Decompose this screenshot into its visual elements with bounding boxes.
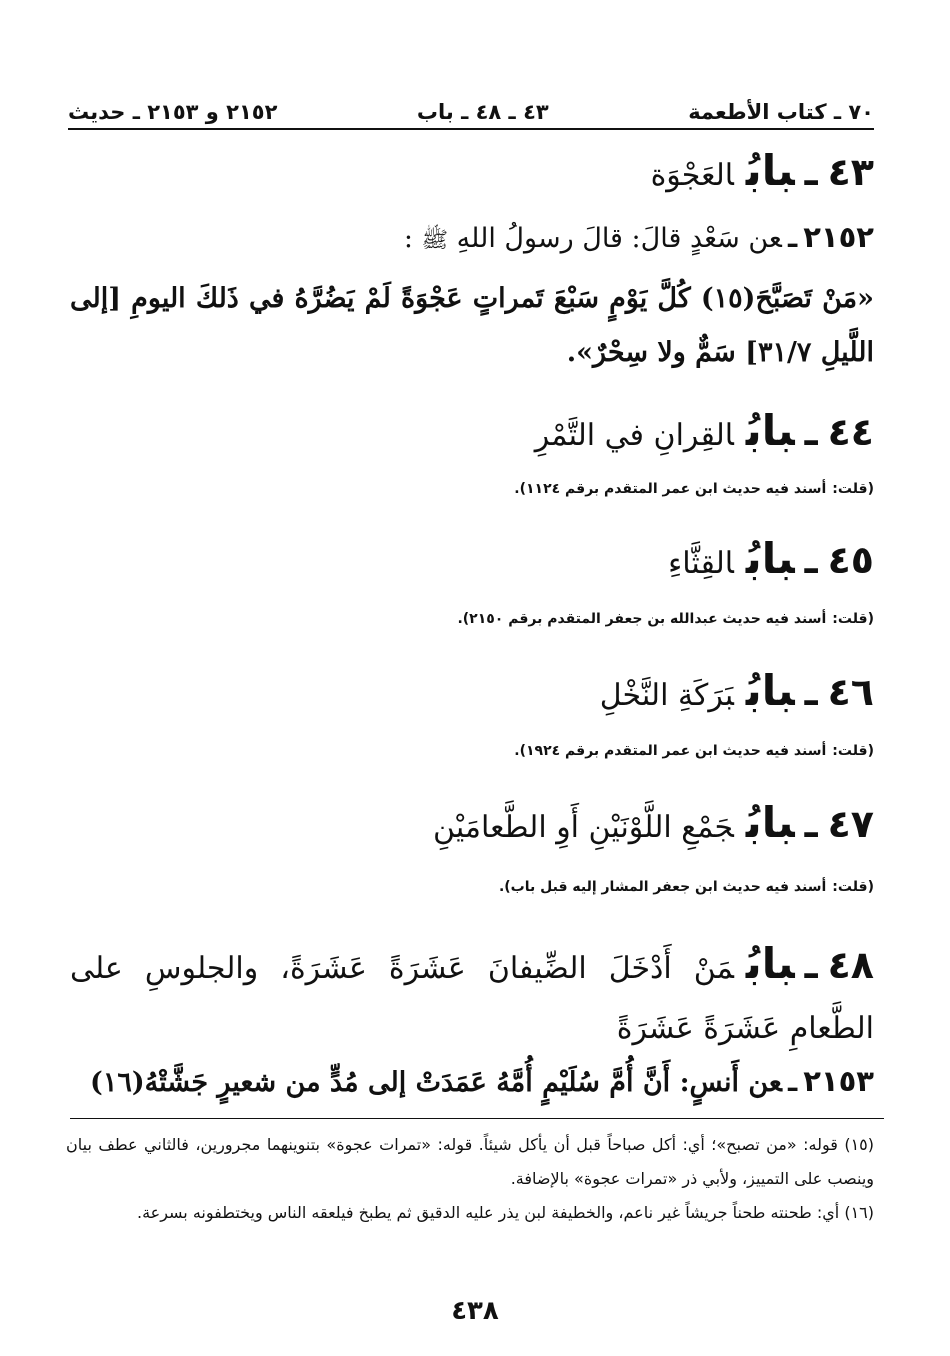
chapter-word: بابُ [745,798,795,847]
note-text: أسند فيه حديث ابن جعفر المشار إليه قبل باب). [498,879,827,895]
chapter-heading-45: ٤٥ـبابُالقِثَّاءِ [668,534,874,583]
chapter-number: ٤٨ [827,943,874,987]
chapter-number: ٤٥ [827,538,874,582]
chapter-title: مَنْ أَدْخَلَ الضِّيفانَ عَشَرَةً عَشَرَةً، والجلوسِ على الطَّعامِ عَشَرَةً عَشَرَةً [70,951,874,1046]
hadith-intro: عن سَعْدٍ قالَ: قالَ رسولُ اللهِ [456,223,782,254]
chapter-note-47 [70,876,874,898]
chapter-heading-47: ٤٧ـبابُجَمْعِ اللَّوْنَيْنِ أَوِ الطَّعامَيْنِ [433,798,874,847]
page-number: ٤٣٨ [451,1296,499,1326]
hadith-2153: ٢١٥٣ـعن أَنسٍ: أَنَّ أُمَّ سُلَيْمٍ أُمَّهُ عَمَدَتْ إلى مُدٍّ من شعيرٍ جَشَّتْهُ(١٦) [90,1064,874,1098]
footnote-15: (١٥) قوله: «من تصبح»؛ أي: أكل صباحاً قبل أن يأكل شيئاً. قوله: «تمرات عجوة» بتنوينهما مجرورين، فالثاني عطف بيان وينصب على التمييز، ولأبي ذر «تمرات عجوة» بالإضافة. [66,1135,874,1188]
chapter-title: القِثَّاءِ [668,546,734,581]
running-header [68,88,874,124]
chapter-word: بابُ [745,939,795,988]
chapter-note-45 [70,608,874,630]
hadith-2152-text [70,272,874,380]
note-lead: (قلت: [832,743,874,759]
hadith-number: ٢١٥٣ [803,1064,874,1098]
chapter-number: ٤٣ [827,150,874,194]
chapter-number: ٤٧ [827,802,874,846]
chapter-note-46 [70,740,874,762]
chapter-word: بابُ [745,666,795,715]
chapter-word: بابُ [745,406,795,455]
chapter-heading-46: ٤٦ـبابُبَرَكَةِ النَّخْلِ [599,666,874,715]
chapter-title: القِرانِ في التَّمْرِ [534,418,734,453]
footnote-rule [70,1118,884,1119]
chapter-word: بابُ [745,146,795,195]
note-lead: (قلت: [832,879,874,895]
note-lead: (قلت: [832,611,874,627]
note-text: أسند فيه حديث ابن عمر المتقدم برقم ١١٢٤). [514,481,827,497]
header-chapter-range: ٤٣ ـ ٤٨ ـ باب [416,100,549,124]
footnote-16: (١٦) أي: طحنته طحناً جريشاً غير ناعم، والخطيفة لبن يذر عليه الدقيق ثم يطبخ فيلعقه الناس ويختطفونه بسرعة. [136,1203,874,1222]
chapter-heading-44: ٤٤ـبابُالقِرانِ في التَّمْرِ [534,406,874,455]
chapter-title: بَرَكَةِ النَّخْلِ [599,678,734,713]
chapter-heading-43: ٤٣ـبابُالعَجْوَة [650,146,874,195]
chapter-title: العَجْوَة [650,158,734,193]
header-book-title: ٧٠ ـ كتاب الأطعمة [688,100,874,124]
note-lead: (قلت: [832,481,874,497]
chapter-word: بابُ [745,534,795,583]
hadith-number: ٢١٥٢ [803,220,874,254]
salla-symbol: ﷺ [421,228,449,253]
chapter-number: ٤٤ [827,410,874,454]
header-rule [68,128,874,130]
hadith-2152-intro: ٢١٥٢ـعن سَعْدٍ قالَ: قالَ رسولُ اللهِ ﷺ : [403,220,874,254]
note-text: أسند فيه حديث ابن عمر المتقدم برقم ١٩٢٤). [514,743,827,759]
footnotes [66,1128,874,1230]
hadith-text: «مَنْ تَصَبَّحَ(١٥) كُلَّ يَوْمٍ سَبْعَ تَمراتٍ عَجْوَةً لَمْ يَضُرَّهُ في ذَلكَ اليومِ [إلى اللَّيلِ ٣١/٧] سَمٌّ ولا سِحْرٌ». [70,283,874,368]
chapter-heading-48: ٤٨ـبابُمَنْ أَدْخَلَ الضِّيفانَ عَشَرَةً عَشَرَةً، والجلوسِ على الطَّعامِ عَشَرَةً عَشَرَةً [70,939,874,1046]
header-hadith-range: ٢١٥٢ و ٢١٥٣ ـ حديث [68,100,278,124]
chapter-note-44 [70,478,874,500]
chapter-title: جَمْعِ اللَّوْنَيْنِ أَوِ الطَّعامَيْنِ [433,810,734,845]
note-text: أسند فيه حديث عبدالله بن جعفر المتقدم برقم ٢١٥٠). [457,611,827,627]
chapter-number: ٤٦ [827,670,874,714]
hadith-text: عن أَنسٍ: أَنَّ أُمَّ سُلَيْمٍ أُمَّهُ عَمَدَتْ إلى مُدٍّ من شعيرٍ جَشَّتْهُ(١٦) [90,1067,782,1098]
